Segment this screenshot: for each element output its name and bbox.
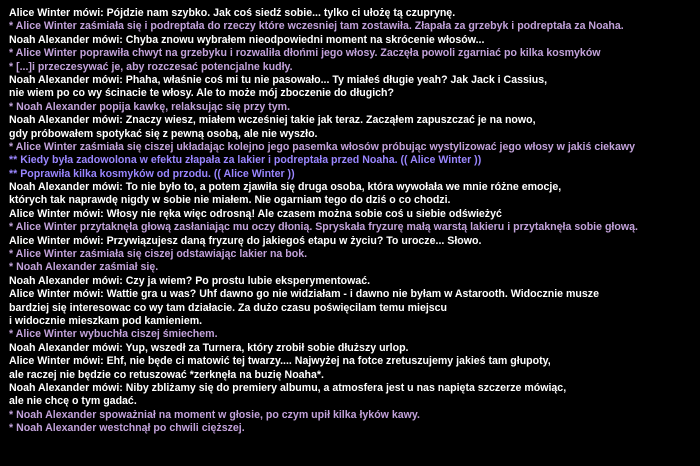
chat-line: gdy próbowałem spotykać się z pewną osobą, ale nie wyszło. — [9, 127, 318, 140]
chat-line: i widocznie mieszkam pod kamieniem. — [9, 314, 203, 327]
chat-log — [9, 7, 697, 436]
chat-line: * Noah Alexander popija kawkę, relaksując się przy tym. — [9, 100, 291, 113]
chat-line: * [...]i przeczesywać je, aby rozczesać potencjalne kudły. — [9, 60, 293, 73]
chat-line: Noah Alexander mówi: Znaczy wiesz, miałem wcześniej takie jak teraz. Zacząłem zapuszczać je na nowo, — [9, 114, 536, 127]
chat-line: * Alice Winter poprawiła chwyt na grzebyku i rozwaliła dłońmi jego włosy. Zaczęła powoli zgarniać po kilka kosmyków — [9, 47, 601, 60]
chat-line: * Noah Alexander spoważniał na moment w głosie, po czym upił kilka łyków kawy. — [9, 408, 420, 421]
chat-line: Alice Winter mówi: Wattie gra u was? Uhf dawno go nie widziałam - i dawno nie byłam w Astarooth. Widocznie musze — [9, 288, 599, 301]
chat-line: Noah Alexander mówi: Czy ja wiem? Po prostu lubie eksperymentować. — [9, 274, 371, 287]
chat-line: * Noah Alexander zaśmiał się. — [9, 261, 159, 274]
chat-line: ** Poprawiła kilka kosmyków od przodu. (( Alice Winter )) — [9, 167, 295, 180]
chat-line: Noah Alexander mówi: Phaha, właśnie coś mi tu nie pasowało... Ty miałeś długie yeah? Jak Jack i Cassius, — [9, 73, 548, 86]
chat-line: ale nie chcę o tym gadać. — [9, 395, 137, 408]
chat-line: * Alice Winter zaśmiała się i podreptała do rzeczy które wczesniej tam zostawiła. Złapała za grzebyk i podreptała za Noaha. — [9, 20, 624, 33]
chat-line: Alice Winter mówi: Pójdzie nam szybko. Jak coś siedź sobie... tylko ci ułożę tą czuprynę. — [9, 7, 456, 19]
chat-line: Alice Winter mówi: Ehf, nie będe ci matowić tej twarzy.... Najwyżej na fotce zretuszujemy jakieś tam głupoty, — [9, 355, 551, 368]
chat-line: Noah Alexander mówi: Niby zbliżamy się do premiery albumu, a atmosfera jest u nas napięta szczerze mówiąc, — [9, 381, 567, 394]
chat-line: Noah Alexander mówi: Chyba znowu wybrałem nieodpowiedni moment na skrócenie włosów... — [9, 33, 485, 46]
chat-line: * Alice Winter przytaknęła głową zasłaniając mu oczy dłonią. Spryskała fryzurę małą warstą lakieru i przytaknęła sobie głową. — [9, 221, 638, 234]
chat-line: Noah Alexander mówi: Yup, wszedł za Turnera, który zrobił sobie dłuższy urlop. — [9, 341, 409, 354]
chat-line: * Alice Winter wybuchła ciszej śmiechem. — [9, 328, 218, 341]
chat-line: których tak naprawdę nigdy w sobie nie miałem. Nie ogarniam tego do dziś o co chodzi. — [9, 194, 451, 207]
chat-line: * Noah Alexander westchnął po chwili cięższej. — [9, 422, 245, 435]
chat-line: * Alice Winter zaśmiała się ciszej układając kolejno jego pasemka włosów próbując wystylizować jego włosy w jakiś ciekawy — [9, 140, 635, 153]
chat-line: bardziej się interesowac co wy tam działacie. Za dużo czasu poświęcilam temu miejscu — [9, 301, 448, 314]
chat-line: * Alice Winter zaśmiała się ciszej odstawiając lakier na bok. — [9, 248, 308, 261]
chat-line: Noah Alexander mówi: To nie było to, a potem zjawiła się druga osoba, która wywołała we mnie różne emocje, — [9, 181, 562, 194]
chat-line: ale raczej nie będzie co retuszować *zerknęła na buzię Noaha*. — [9, 368, 324, 381]
chat-line: ** Kiedy była zadowolona w efektu złapała za lakier i podreptała przed Noaha. (( Alice Winter )) — [9, 154, 482, 167]
chat-line: Alice Winter mówi: Włosy nie ręka więc odrosną! Ale czasem można sobie coś u siebie odświeżyć — [9, 207, 502, 220]
chat-line: Alice Winter mówi: Przywiązujesz daną fryzurę do jakiegoś etapu w życiu? To urocze... Słowo. — [9, 234, 482, 247]
chat-line: nie wiem po co wy ścinacie te włosy. Ale to może mój zboczenie do długich? — [9, 87, 394, 100]
